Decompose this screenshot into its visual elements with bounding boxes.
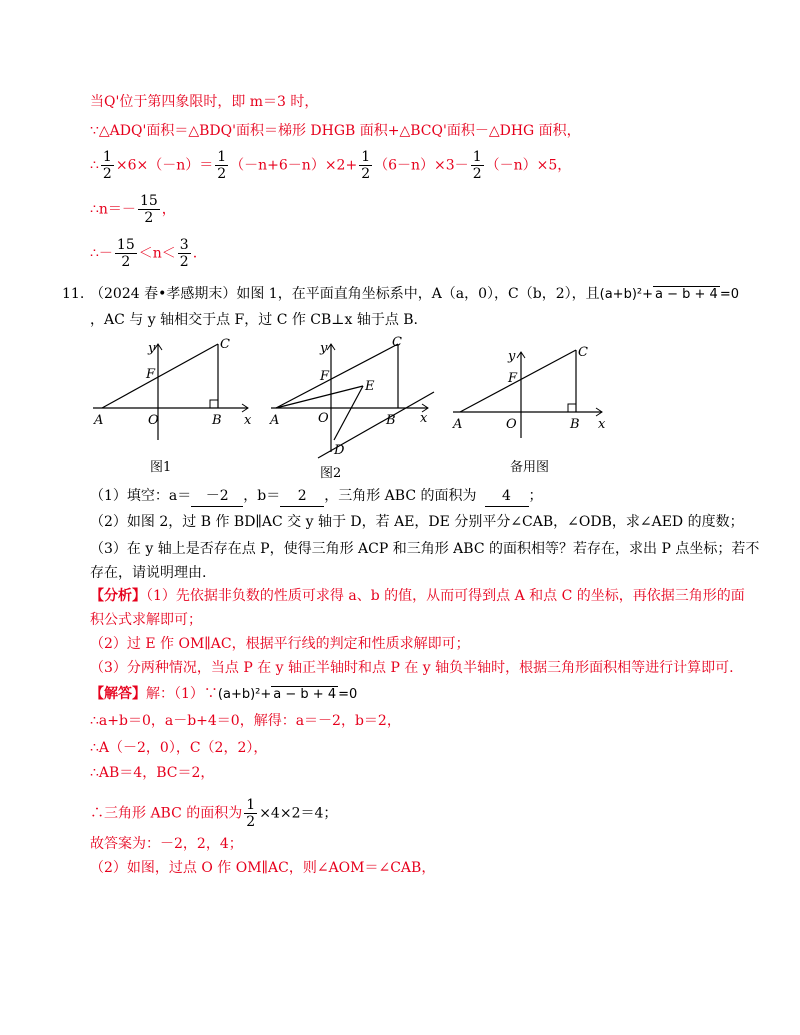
analysis-line-2: 积公式求解即可； (90, 612, 202, 628)
part-1-fill-in: （1）填空：a＝ －2 ，b＝ 2 ，三角形 ABC 的面积为 4 ； (90, 486, 543, 507)
question-number: 11. (62, 286, 85, 302)
label-x: x (244, 413, 252, 428)
segment-ac (102, 344, 218, 408)
label-d: D (334, 443, 345, 458)
answer-line-5: ∴三角形 ABC 的面积为 $\frac{1}{2}$ ×4×2＝4； (90, 797, 338, 830)
label-a: A (453, 417, 463, 432)
right-angle-mark (210, 400, 218, 408)
label-y: y (508, 349, 516, 364)
segment-ae (276, 386, 363, 408)
question-line-2: ，AC 与 y 轴相交于点 F，过 C 作 CB⊥x 轴于点 B. (90, 312, 419, 328)
answer-line-2: ∴a+b＝0，a－b+4＝0，解得：a＝－2，b＝2， (90, 713, 401, 729)
answer-line-3: ∴A（－2，0），C（2，2）， (90, 740, 268, 756)
label-c: C (220, 337, 230, 352)
segment-de (334, 386, 363, 440)
label-f: F (320, 369, 330, 384)
label-a: A (270, 413, 280, 428)
caption-spare: 备用图 (510, 460, 550, 475)
part-3-line-1: （3）在 y 轴上是否存在点 P，使得三角形 ACP 和三角形 ABC 的面积相等？若存在，求出 P 点坐标；若不 (90, 541, 760, 557)
label-e: E (365, 379, 375, 394)
segment-ac (276, 344, 398, 408)
caption-fig2: 图2 (320, 466, 342, 481)
figure-spare (448, 342, 614, 442)
answer-line-1: 【解答】解：（1）∵(a+b)²+ a − b + 4 =0 (90, 686, 358, 702)
answer-line-4: ∴AB＝4，BC＝2， (90, 765, 215, 781)
answer-line-6: 故答案为：－2，2，4； (90, 836, 243, 852)
answer-line-7: （2）如图，过点 O 作 OM∥AC，则∠AOM＝∠CAB， (90, 860, 436, 876)
prev-equation-1: ∴ $\frac{1}{2}$ ×6×（－n）＝ $\frac{1}{2}$ （－n+6－n）×2+ $\frac{1}{2}$ （6－n）×3－ $\frac{1}{2}$ （－n）×5， (90, 149, 572, 182)
figure-2 (268, 334, 438, 460)
label-b: B (570, 417, 580, 432)
label-y: y (320, 341, 328, 356)
segment-ac (460, 350, 576, 412)
label-x: x (598, 417, 606, 432)
prev-line-1: 当Q'位于第四象限时，即 m＝3 时， (90, 94, 319, 110)
analysis-line-3: （2）过 E 作 OM∥AC，根据平行线的判定和性质求解即可； (90, 636, 470, 652)
label-y: y (148, 341, 156, 356)
label-x: x (420, 411, 428, 426)
caption-fig1: 图1 (150, 460, 172, 475)
analysis-line-4: （3）分两种情况，当点 P 在 y 轴正半轴时和点 P 在 y 轴负半轴时，根据三角形面积相等进行计算即可. (90, 660, 734, 676)
prev-equation-3: ∴－ $\frac{15}{2}$ ＜n＜ $\frac{3}{2}$ . (90, 237, 198, 270)
label-c: C (392, 335, 402, 350)
part-2: （2）如图 2，过 B 作 BD∥AC 交 y 轴于 D，若 AE，DE 分别平分∠CAB，∠ODB，求∠AED 的度数； (90, 514, 744, 530)
right-angle-mark (568, 404, 576, 412)
analysis-line-1: 【分析】（1）先依据非负数的性质可求得 a、b 的值，从而可得到点 A 和点 C 的坐标，再依据三角形的面 (90, 588, 745, 604)
label-b: B (386, 413, 396, 428)
part-3-line-2: 存在，请说明理由. (90, 565, 207, 581)
prev-equation-2: ∴n＝－ $\frac{15}{2}$ ， (90, 193, 176, 226)
label-f: F (146, 367, 156, 382)
label-o: O (506, 417, 517, 432)
prev-line-2: ∵△ADQ'面积＝△BDQ'面积＝梯形 DHGB 面积+△BCQ'面积－△DHG 面积， (90, 123, 581, 139)
label-c: C (578, 345, 588, 360)
label-o: O (148, 413, 159, 428)
question-line-1: （2024 春•孝感期末）如图 1，在平面直角坐标系中，A（a，0），C（b，2），且(a+b)²+ a − b + 4 =0 (90, 286, 739, 302)
label-f: F (508, 371, 518, 386)
figure-1 (88, 336, 258, 442)
label-a: A (94, 413, 104, 428)
label-b: B (212, 413, 222, 428)
label-o: O (318, 411, 329, 426)
